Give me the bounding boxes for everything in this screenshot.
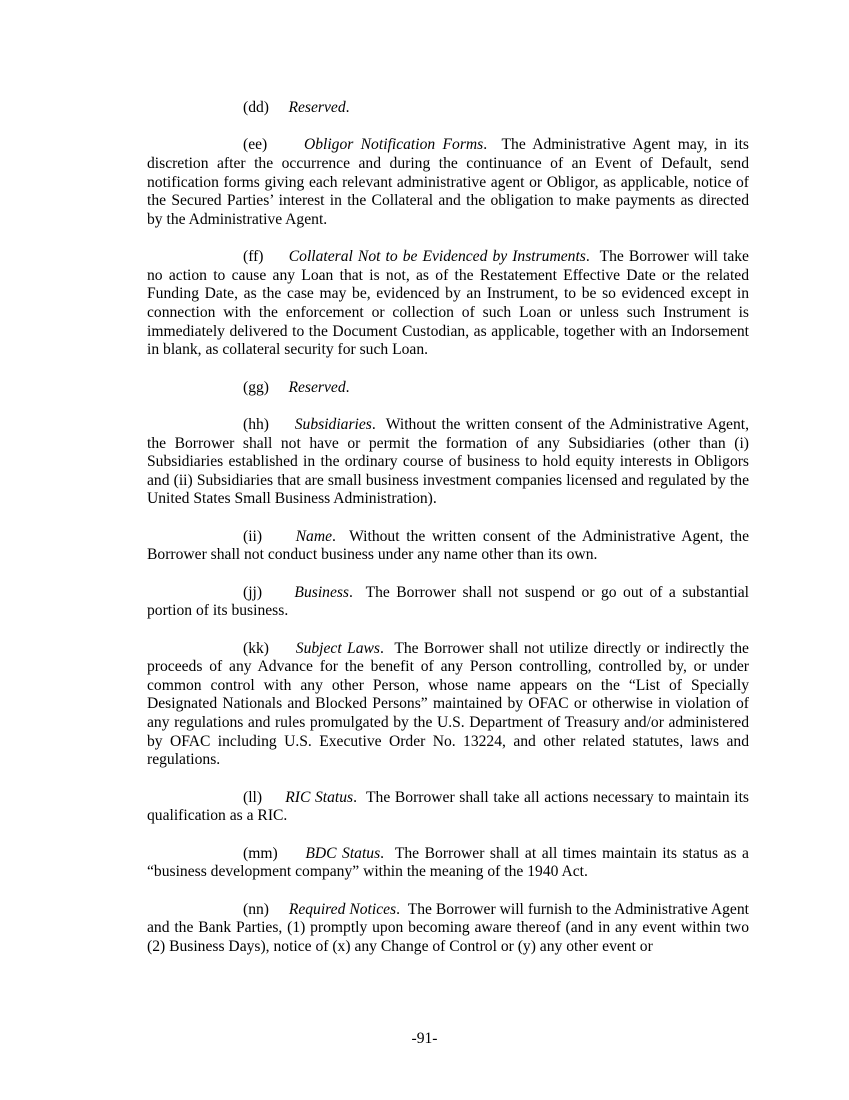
section-text: Without the written consent of the Administrative Agent, the Borrower shall not conduct business under any name other than its own. xyxy=(147,527,750,564)
section-text: The Borrower shall take all actions necessary to maintain its qualification as a RIC. xyxy=(147,788,749,825)
section-title: Obligor Notification Forms xyxy=(303,136,484,154)
section-text: The Borrower shall not suspend or go out of a substantial portion of its business. xyxy=(147,583,749,620)
section-text: The Borrower will furnish to the Administrative Agent and the Bank Parties, (1) promptly upon becoming aware thereof (and in any event within two (2) Business Days), notice of (x) any Change of Control or (y) any other event or xyxy=(147,900,749,955)
section-number: (hh) xyxy=(243,415,269,433)
section-title: RIC Status xyxy=(285,788,354,806)
section-number: (mm) xyxy=(243,844,278,862)
section-text: The Borrower shall at all times maintain its status as a “business development company” within the meaning of the 1940 Act. xyxy=(147,844,749,881)
section-title: Business xyxy=(294,583,349,601)
section-title: Subsidiaries xyxy=(294,415,372,433)
section-number: (ff) xyxy=(243,248,264,266)
section-text: The Borrower will take no action to cause any Loan that is not, as of the Restatement Effective Date or the related Funding Date, as the case may be, evidenced by an Instrument, to be so evidenced except in connection with the enforcement or collection of such Loan or unless such Instrument is immediately delivered to the Document Custodian, as applicable, together with an Indorsement in blank, as collateral security for such Loan. xyxy=(147,248,749,359)
section-number: (ee) xyxy=(243,136,268,154)
section-number: (ll) xyxy=(243,788,263,806)
section-nn: (nn) Required Notices. The Borrower will furnish to the Administrative Agent and the Bank Parties, (1) promptly upon becoming aware thereof (and in any event within two (2) Business Days), notice of (x) any Change of Control or (y) any other event or xyxy=(147,900,749,955)
section-ff: (ff) Collateral Not to be Evidenced by Instruments. The Borrower will take no action to cause any Loan that is not, as of the Restatement Effective Date or the related Funding Date, as the case may be, evidenced by an Instrument, to be so evidenced except in connection with the enforcement or collection of such Loan or unless such Instrument is immediately delivered to the Document Custodian, as applicable, together with an Indorsement in blank, as collateral security for such Loan. xyxy=(147,248,749,359)
section-number: (ii) xyxy=(243,527,263,545)
section-hh: (hh) Subsidiaries. Without the written consent of the Administrative Agent, the Borrower shall not have or permit the formation of any Subsidiaries (other than (i) Subsidiaries established in the ordinary course of business to hold equity interests in Obligors and (ii) Subsidiaries that are small business investment companies licensed and regulated by the United States Small Business Administration). xyxy=(147,415,750,508)
section-number: (jj) xyxy=(243,583,263,601)
section-number: (dd) xyxy=(243,99,269,116)
page-number: -91- xyxy=(411,1030,438,1047)
page-body xyxy=(147,99,749,975)
section-ee: (ee) Obligor Notification Forms. The Administrative Agent may, in its discretion after the occurrence and during the continuance of an Event of Default, send notification forms giving each relevant administrative agent or Obligor, as applicable, notice of the Secured Parties’ interest in the Collateral and the obligation to make payments as directed by the Administrative Agent. xyxy=(147,136,749,228)
section-number: (kk) xyxy=(243,639,269,657)
section-ll: (ll) RIC Status. The Borrower shall take all actions necessary to maintain its qualification as a RIC. xyxy=(147,788,749,825)
section-mm: (mm) BDC Status. The Borrower shall at all times maintain its status as a “business development company” within the meaning of the 1940 Act. xyxy=(147,844,749,881)
section-jj: (jj) Business. The Borrower shall not suspend or go out of a substantial portion of its business. xyxy=(147,583,749,620)
section-title: Reserved xyxy=(288,99,346,116)
section-number: (nn) xyxy=(243,900,269,918)
section-title: Collateral Not to be Evidenced by Instruments xyxy=(288,248,586,266)
section-gg: (gg) Reserved. xyxy=(147,379,749,398)
section-text: The Borrower shall not utilize directly or indirectly the proceeds of any Advance for the benefit of any Person controlling, controlled by, or under common control with any other Person, whose name appears on the “List of Specially Designated Nationals and Blocked Persons” maintained by OFAC or otherwise in violation of any regulations and rules promulgated by the U.S. Department of Treasury and/or administered by OFAC including U.S. Executive Order No. 13224, and other related statutes, laws and regulations. xyxy=(147,639,749,769)
section-title: Name xyxy=(295,527,333,545)
section-title: Subject Laws xyxy=(295,639,380,657)
section-title: Reserved xyxy=(288,378,346,396)
section-kk: (kk) Subject Laws. The Borrower shall not utilize directly or indirectly the proceeds of any Advance for the benefit of any Person controlling, controlled by, or under common control with any other Person, whose name appears on the “List of Specially Designated Nationals and Blocked Persons” maintained by OFAC or otherwise in violation of any regulations and rules promulgated by the U.S. Department of Treasury and/or administered by OFAC including U.S. Executive Order No. 13224, and other related statutes, laws and regulations. xyxy=(147,639,749,769)
section-number: (gg) xyxy=(243,378,269,396)
section-text: Without the written consent of the Administrative Agent, the Borrower shall not have or permit the formation of any Subsidiaries (other than (i) Subsidiaries established in the ordinary course of business to hold equity interests in Obligors and (ii) Subsidiaries that are small business investment companies licensed and regulated by the United States Small Business Administration). xyxy=(147,415,750,508)
section-ii: (ii) Name. Without the written consent of the Administrative Agent, the Borrower shall not conduct business under any name other than its own. xyxy=(147,527,750,564)
section-text: The Administrative Agent may, in its discretion after the occurrence and during the continuance of an Event of Default, send notification forms giving each relevant administrative agent or Obligor, as applicable, notice of the Secured Parties’ interest in the Collateral and the obligation to make payments as directed by the Administrative Agent. xyxy=(147,136,749,228)
section-title: Required Notices xyxy=(288,900,397,918)
section-dd: (dd) Reserved. xyxy=(147,99,749,118)
section-title: BDC Status xyxy=(305,844,381,862)
